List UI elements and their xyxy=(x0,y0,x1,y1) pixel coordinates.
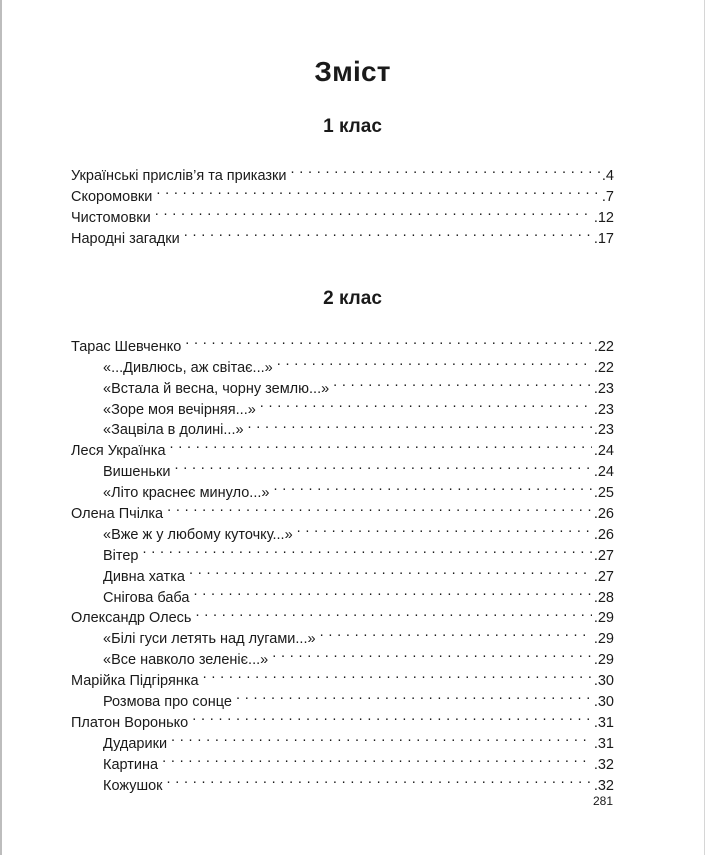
toc-entry-title: «Все навколо зеленіє...» xyxy=(103,652,269,669)
toc-entry-title: «Літо краснеє минуло...» xyxy=(103,485,270,502)
dot-leader xyxy=(162,748,592,769)
toc-entry-title: Тарас Шевченко xyxy=(71,338,182,355)
toc-entry-page: .23 xyxy=(593,380,614,397)
dot-leader xyxy=(333,372,592,393)
toc-entry-page: .29 xyxy=(593,652,614,669)
toc-entry-page: .24 xyxy=(593,443,614,460)
dot-leader xyxy=(189,560,592,581)
dot-leader xyxy=(248,414,592,435)
toc-entry-title: Скоромовки xyxy=(71,188,153,205)
toc-entry-page: .7 xyxy=(601,188,614,205)
toc-entry-title: «...Дивлюсь, аж світає...» xyxy=(103,359,273,376)
toc-entry-title: Розмова про сонце xyxy=(103,694,232,711)
dot-leader xyxy=(260,393,592,414)
dot-leader xyxy=(297,518,592,539)
toc-entry-page: .17 xyxy=(593,230,614,247)
toc-entry-page: .31 xyxy=(593,714,614,731)
section-heading-grade-2: 2 клас xyxy=(323,288,382,309)
page-title: Зміст xyxy=(314,56,391,87)
dot-leader xyxy=(184,222,592,243)
toc-entry-page: .30 xyxy=(593,694,614,711)
toc-entry-title: Снігова баба xyxy=(103,589,190,606)
dot-leader xyxy=(156,180,600,201)
toc-entry-page: .31 xyxy=(593,735,614,752)
page-number: 281 xyxy=(592,794,613,808)
dot-leader xyxy=(195,602,591,623)
toc-entry-title: Вишеньки xyxy=(103,464,171,481)
toc-entry-page: .23 xyxy=(593,422,614,439)
toc-entry-title: «Білі гуси летять над лугами...» xyxy=(103,631,316,648)
toc-list-grade-1 xyxy=(71,159,614,247)
dot-leader xyxy=(167,769,592,790)
toc-entry-title: Марійка Підгірянка xyxy=(71,673,199,690)
toc-entry-title: «Вже ж у любому куточку...» xyxy=(103,526,293,543)
dot-leader xyxy=(272,643,592,664)
toc-work-entry[interactable] xyxy=(71,539,614,564)
dot-leader xyxy=(167,497,592,518)
toc-entry-page: .25 xyxy=(593,485,614,502)
section-heading-grade-1: 1 клас xyxy=(323,116,382,137)
toc-entry-title: Платон Воронько xyxy=(71,714,189,731)
toc-entry-page: .32 xyxy=(593,756,614,773)
dot-leader xyxy=(155,201,592,222)
toc-list-grade-2 xyxy=(71,330,614,794)
toc-entry-page: .28 xyxy=(593,589,614,606)
toc-entry-page: .12 xyxy=(593,209,614,226)
toc-entry-title: «Зацвіла в долині...» xyxy=(103,422,244,439)
toc-entry-page: .22 xyxy=(593,359,614,376)
dot-leader xyxy=(143,539,592,560)
toc-entry-page: .4 xyxy=(601,167,614,184)
dot-leader xyxy=(193,581,591,602)
toc-entry-page: .24 xyxy=(593,464,614,481)
toc-entry-title: Олександр Олесь xyxy=(71,610,192,627)
toc-entry-page: .27 xyxy=(593,547,614,564)
dot-leader xyxy=(171,727,592,748)
toc-entry-title: Вітер xyxy=(103,547,139,564)
toc-entry-title: Леся Українка xyxy=(71,443,166,460)
toc-entry-title: Народні загадки xyxy=(71,230,180,247)
toc-work-entry[interactable] xyxy=(71,560,614,585)
toc-entry-title: Кожушок xyxy=(103,777,163,794)
toc-entry-page: .29 xyxy=(593,610,614,627)
dot-leader xyxy=(203,664,592,685)
dot-leader xyxy=(273,476,591,497)
toc-entry-page: .23 xyxy=(593,401,614,418)
dot-leader xyxy=(277,351,592,372)
toc-entry-title: Українські прислів’я та приказки xyxy=(71,167,287,184)
toc-entry[interactable] xyxy=(71,159,614,184)
dot-leader xyxy=(185,330,592,351)
toc-entry-title: Картина xyxy=(103,756,159,773)
toc-entry-page: .32 xyxy=(593,777,614,794)
toc-entry-page: .22 xyxy=(593,338,614,355)
dot-leader xyxy=(236,685,592,706)
dot-leader xyxy=(192,706,592,727)
toc-entry-title: «Встала й весна, чорну землю...» xyxy=(103,380,330,397)
toc-entry-page: .26 xyxy=(593,506,614,523)
dot-leader xyxy=(290,159,599,180)
dot-leader xyxy=(174,455,591,476)
toc-entry-page: .29 xyxy=(593,631,614,648)
dot-leader xyxy=(320,622,592,643)
toc-author-entry[interactable] xyxy=(71,330,614,355)
toc-entry-page: .26 xyxy=(593,526,614,543)
dot-leader xyxy=(170,434,592,455)
toc-entry-title: Дивна хатка xyxy=(103,568,185,585)
toc-entry-title: Чистомовки xyxy=(71,209,151,226)
toc-entry-page: .27 xyxy=(593,568,614,585)
toc-entry-page: .30 xyxy=(593,673,614,690)
toc-entry-title: Олена Пчілка xyxy=(71,506,164,523)
toc-entry-title: «Зоре моя вечірняя...» xyxy=(103,401,256,418)
toc-entry-title: Дударики xyxy=(103,735,168,752)
